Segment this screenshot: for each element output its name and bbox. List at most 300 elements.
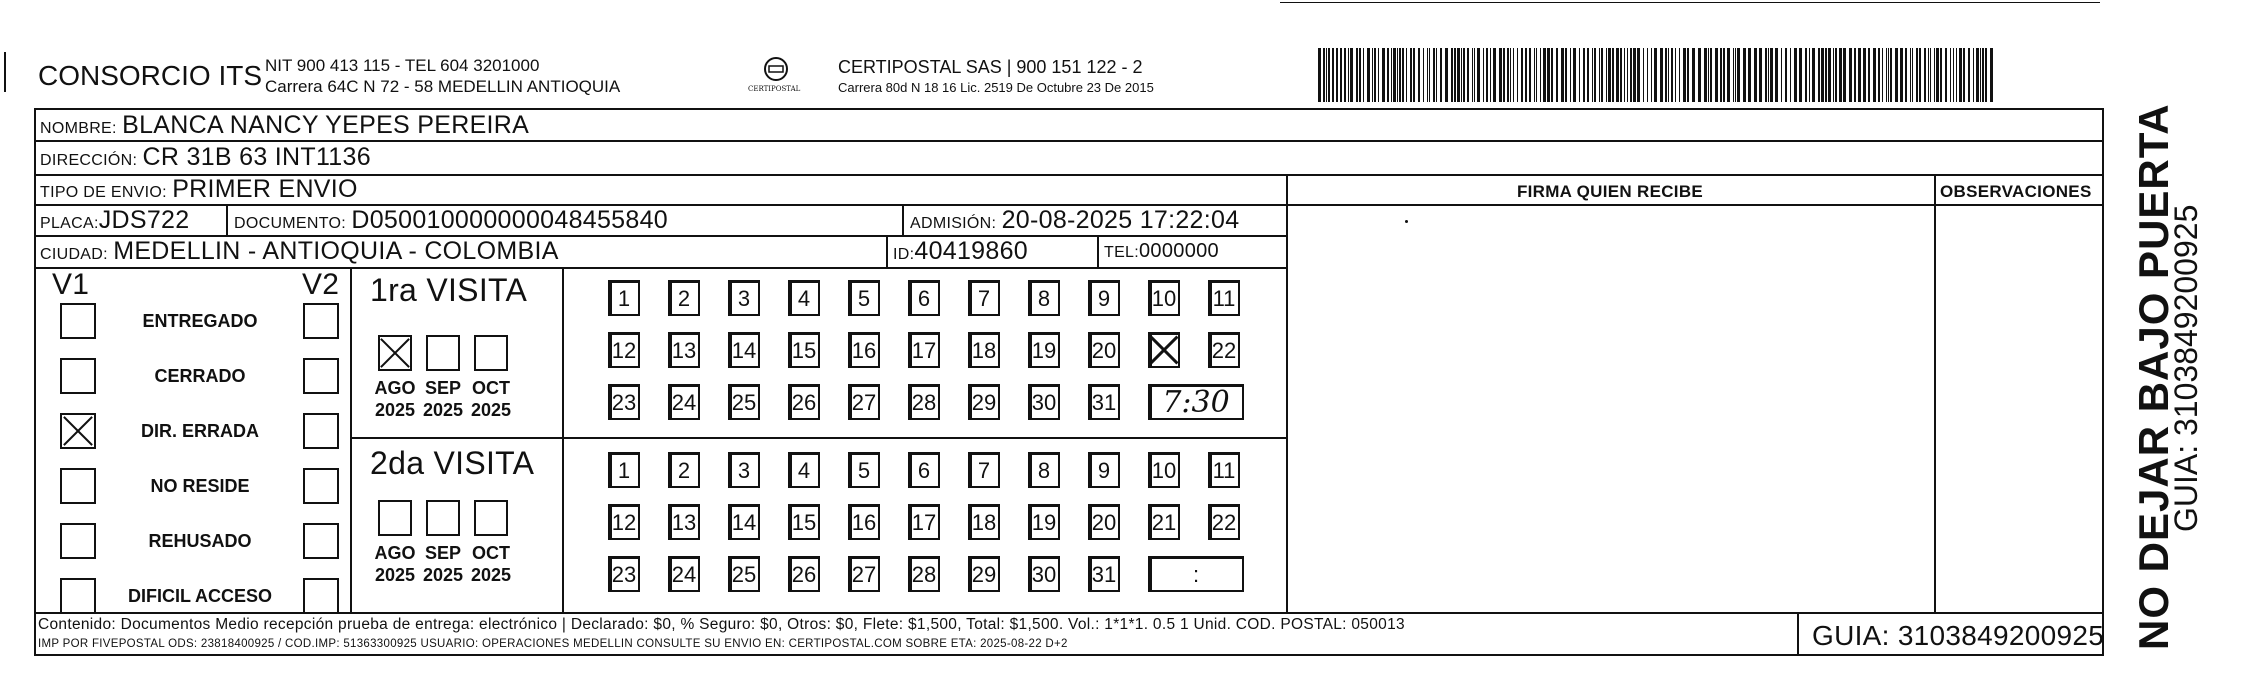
month-checkbox[interactable] — [474, 500, 508, 536]
barcode-bar — [1513, 48, 1514, 102]
barcode-bar — [1367, 48, 1370, 102]
nombre-value: BLANCA NANCY YEPES PEREIRA — [122, 111, 530, 139]
barcode-bar — [1888, 48, 1889, 102]
month-label: SEP — [424, 543, 462, 563]
barcode-bar — [1912, 48, 1913, 102]
certipostal-line2: Carrera 80d N 18 16 Lic. 2519 De Octubre 23 De 2015 — [838, 80, 1154, 95]
day-box[interactable]: 9 — [1088, 280, 1120, 316]
barcode-bar — [1372, 48, 1373, 102]
day-box[interactable]: 7 — [968, 452, 1000, 488]
month-checkbox[interactable] — [378, 335, 412, 371]
barcode-bar — [1374, 48, 1376, 102]
barcode-bar — [1521, 48, 1523, 102]
barcode-bar — [1910, 48, 1911, 102]
barcode-bar — [1759, 48, 1762, 102]
barcode-bar — [1529, 48, 1531, 102]
barcode-bar — [1507, 48, 1509, 102]
ciudad-row: CIUDAD: MEDELLIN - ANTIOQUIA - COLOMBIA — [40, 237, 559, 265]
barcode-bar — [1561, 48, 1564, 102]
status-label: REHUSADO — [148, 531, 252, 551]
day-box[interactable]: 14 — [728, 332, 760, 368]
status-label: DIFICIL ACCESO — [127, 586, 272, 606]
v2-label: V2 — [302, 268, 340, 301]
barcode-bar — [1720, 48, 1722, 102]
day-box[interactable]: 30 — [1028, 556, 1060, 592]
placa-row: PLACA:JDS722 — [40, 206, 190, 234]
day-box[interactable]: 29 — [968, 384, 1000, 420]
barcode-bar — [1873, 48, 1876, 102]
month-checkbox[interactable] — [426, 500, 460, 536]
tipo-row: TIPO DE ENVIO: PRIMER ENVIO — [40, 175, 358, 203]
day-box[interactable]: 23 — [608, 556, 640, 592]
barcode-bar — [1326, 48, 1327, 102]
barcode-bar — [1359, 48, 1361, 102]
day-box[interactable]: 16 — [848, 504, 880, 540]
time-box[interactable]: 7:30 — [1148, 384, 1244, 420]
company-line2: Carrera 64C N 72 - 58 MEDELLIN ANTIOQUIA — [265, 77, 621, 96]
day-box[interactable]: 4 — [788, 452, 820, 488]
day-box[interactable]: 28 — [908, 384, 940, 420]
day-box[interactable]: 17 — [908, 332, 940, 368]
guia-vertical: GUIA: 3103849200925 — [2168, 204, 2204, 532]
visit1-title: 1ra VISITA — [370, 272, 528, 308]
barcode-bar — [1356, 48, 1358, 102]
day-box[interactable]: 3 — [728, 280, 760, 316]
divider — [350, 437, 1286, 439]
divider — [1286, 174, 1288, 612]
barcode-bar — [1886, 48, 1887, 102]
barcode-bar — [1454, 48, 1456, 102]
day-box[interactable]: 4 — [788, 280, 820, 316]
day-box[interactable]: 31 — [1088, 556, 1120, 592]
day-box[interactable]: 2 — [668, 452, 700, 488]
barcode-bar — [1457, 48, 1460, 102]
day-box[interactable]: 27 — [848, 556, 880, 592]
barcode-bar — [1556, 48, 1558, 102]
barcode-bar — [1633, 48, 1636, 102]
barcode-bar — [1765, 48, 1767, 102]
day-box[interactable]: 15 — [788, 332, 820, 368]
v1-checkbox[interactable] — [60, 413, 96, 449]
barcode-bar — [1410, 48, 1412, 102]
barcode-bar — [1499, 48, 1502, 102]
time-box[interactable]: : — [1148, 556, 1244, 592]
barcode-bar — [1490, 48, 1491, 102]
barcode-bar — [1849, 48, 1852, 102]
barcode-bar — [1768, 48, 1769, 102]
month-checkbox[interactable] — [378, 500, 412, 536]
day-box[interactable]: 2 — [668, 280, 700, 316]
barcode-bar — [1534, 48, 1535, 102]
barcode-bar — [1973, 48, 1974, 102]
barcode-bar — [1733, 48, 1734, 102]
barcode-bar — [1427, 48, 1428, 102]
day-box[interactable]: 11 — [1208, 280, 1240, 316]
day-box[interactable]: 22 — [1208, 332, 1240, 368]
barcode-bar — [1433, 48, 1435, 102]
barcode-bar — [1839, 48, 1842, 102]
barcode-bar — [1982, 48, 1984, 102]
day-box[interactable]: 21 — [1148, 504, 1180, 540]
barcode-bar — [1517, 48, 1518, 102]
barcode-bar — [1919, 48, 1921, 102]
barcode-bar — [1436, 48, 1437, 102]
day-box[interactable]: 6 — [908, 280, 940, 316]
v2-checkbox[interactable] — [303, 413, 339, 449]
top-rule — [1280, 2, 2100, 3]
barcode-bar — [1828, 48, 1831, 102]
barcode-bar — [1809, 48, 1810, 102]
day-box[interactable]: 24 — [668, 556, 700, 592]
divider — [886, 235, 888, 267]
barcode-bar — [1378, 48, 1379, 102]
day-box[interactable]: 10 — [1148, 452, 1180, 488]
footer-guia: GUIA: 3103849200925 — [1812, 620, 2105, 651]
barcode-bar — [1959, 48, 1962, 102]
margin-mark — [4, 52, 6, 92]
year-label: 2025 — [374, 400, 416, 420]
tel-row: TEL:0000000 — [1104, 240, 1219, 262]
barcode-bar — [1770, 48, 1773, 102]
month-label: OCT — [472, 543, 510, 563]
barcode-bar — [1627, 48, 1628, 102]
day-box[interactable]: 28 — [908, 556, 940, 592]
barcode-bar — [1754, 48, 1757, 102]
barcode-bar — [1675, 48, 1676, 102]
barcode-bar — [1551, 48, 1553, 102]
barcode-bar — [1953, 48, 1954, 102]
barcode-bar — [1543, 48, 1546, 102]
barcode-bar — [1821, 48, 1824, 102]
ciudad-value: MEDELLIN - ANTIOQUIA - COLOMBIA — [113, 237, 559, 265]
barcode-bar — [1835, 48, 1837, 102]
barcode-bar — [1895, 48, 1898, 102]
barcode-bar — [1679, 48, 1680, 102]
barcode-bar — [1503, 48, 1505, 102]
barcode-bar — [1980, 48, 1981, 102]
status-label: NO RESIDE — [150, 476, 250, 496]
barcode-bar — [1863, 48, 1866, 102]
day-box[interactable]: 22 — [1208, 504, 1240, 540]
barcode-bar — [1493, 48, 1496, 102]
barcode-bar — [1486, 48, 1488, 102]
barcode-bar — [1905, 48, 1907, 102]
barcode-bar — [1930, 48, 1931, 102]
direccion-row: DIRECCIÓN: CR 31B 63 INT1136 — [40, 143, 371, 171]
barcode-bar — [1406, 48, 1407, 102]
barcode-bar — [1868, 48, 1870, 102]
day-box[interactable]: 26 — [788, 384, 820, 420]
month-label: AGO — [374, 543, 416, 563]
month-label: OCT — [472, 378, 510, 398]
barcode-bar — [1924, 48, 1926, 102]
v1-checkbox[interactable] — [60, 523, 96, 559]
day-box[interactable]: 13 — [668, 332, 700, 368]
divider — [562, 267, 564, 612]
day-box[interactable]: 6 — [908, 452, 940, 488]
day-box[interactable]: 7 — [968, 280, 1000, 316]
barcode-bar — [1936, 48, 1939, 102]
barcode-bar — [1616, 48, 1619, 102]
day-box[interactable]: 18 — [968, 504, 1000, 540]
day-box[interactable]: 1 — [608, 452, 640, 488]
barcode-bar — [1363, 48, 1364, 102]
company-line1: NIT 900 413 115 - TEL 604 3201000 — [265, 56, 540, 75]
v1-checkbox[interactable] — [60, 303, 96, 339]
barcode-bar — [1665, 48, 1667, 102]
signature-dot — [1405, 220, 1408, 223]
status-label: CERRADO — [154, 366, 246, 386]
day-box[interactable]: 9 — [1088, 452, 1120, 488]
barcode-bar — [1671, 48, 1673, 102]
month-checkbox[interactable] — [426, 335, 460, 371]
year-label: 2025 — [422, 400, 464, 420]
day-box[interactable]: 19 — [1028, 332, 1060, 368]
barcode-bar — [1579, 48, 1580, 102]
barcode-bar — [1940, 48, 1942, 102]
admision-row: ADMISIÓN: 20-08-2025 17:22:04 — [910, 206, 1240, 234]
barcode-bar — [1387, 48, 1389, 102]
nombre-row: NOMBRE: BLANCA NANCY YEPES PEREIRA — [40, 111, 530, 139]
year-label: 2025 — [422, 565, 464, 585]
barcode-bar — [1445, 48, 1448, 102]
barcode-bar — [1332, 48, 1334, 102]
v2-checkbox[interactable] — [303, 303, 339, 339]
divider — [34, 267, 1286, 269]
barcode-bar — [1391, 48, 1392, 102]
barcode-bar — [1612, 48, 1614, 102]
divider — [1286, 204, 2104, 206]
barcode-bar — [1805, 48, 1807, 102]
day-box[interactable]: 30 — [1028, 384, 1060, 420]
barcode-bar — [1540, 48, 1541, 102]
day-box[interactable]: 15 — [788, 504, 820, 540]
barcode-bar — [1687, 48, 1689, 102]
day-box[interactable]: 31 — [1088, 384, 1120, 420]
day-box[interactable]: 29 — [968, 556, 1000, 592]
day-box[interactable] — [1148, 332, 1180, 368]
barcode-bar — [1775, 48, 1778, 102]
day-box[interactable]: 18 — [968, 332, 1000, 368]
tipo-value: PRIMER ENVIO — [172, 175, 358, 203]
status-label: DIR. ERRADA — [140, 421, 259, 441]
barcode-bar — [1818, 48, 1820, 102]
day-box[interactable]: 20 — [1088, 504, 1120, 540]
barcode-bar — [1735, 48, 1736, 102]
barcode-bar — [1573, 48, 1576, 102]
visit2-title: 2da VISITA — [370, 445, 535, 481]
barcode-bar — [1340, 48, 1342, 102]
day-box[interactable]: 14 — [728, 504, 760, 540]
barcode-bar — [1956, 48, 1957, 102]
barcode-bar — [1976, 48, 1979, 102]
barcode-bar — [1934, 48, 1935, 102]
barcode-bar — [1382, 48, 1385, 102]
barcode-bar — [1945, 48, 1947, 102]
barcode-bar — [1825, 48, 1827, 102]
barcode-bar — [1668, 48, 1669, 102]
barcode-bar — [1583, 48, 1585, 102]
barcode-bar — [1833, 48, 1834, 102]
barcode-bar — [1878, 48, 1880, 102]
day-box[interactable]: 8 — [1028, 280, 1060, 316]
day-box[interactable]: 25 — [728, 384, 760, 420]
day-box[interactable]: 8 — [1028, 452, 1060, 488]
barcode-bar — [1812, 48, 1815, 102]
barcode-bar — [1440, 48, 1442, 102]
barcode-bar — [1654, 48, 1657, 102]
barcode-bar — [1704, 48, 1707, 102]
v1-checkbox[interactable] — [60, 358, 96, 394]
barcode-bar — [1350, 48, 1353, 102]
day-box[interactable]: 27 — [848, 384, 880, 420]
barcode-bar — [1397, 48, 1398, 102]
barcode-bar — [1587, 48, 1589, 102]
day-box[interactable]: 3 — [728, 452, 760, 488]
v2-checkbox[interactable] — [303, 358, 339, 394]
barcode-bar — [1916, 48, 1918, 102]
barcode-bar — [1843, 48, 1846, 102]
barcode-bar — [1429, 48, 1430, 102]
barcode — [1318, 48, 1998, 102]
barcode-bar — [1727, 48, 1730, 102]
barcode-bar — [1630, 48, 1632, 102]
barcode-bar — [1463, 48, 1465, 102]
barcode-bar — [1620, 48, 1622, 102]
status-label: ENTREGADO — [142, 311, 258, 331]
id-row: ID:40419860 — [893, 237, 1028, 265]
barcode-bar — [1525, 48, 1527, 102]
barcode-bar — [1928, 48, 1929, 102]
barcode-bar — [1698, 48, 1701, 102]
day-box[interactable]: 11 — [1208, 452, 1240, 488]
admision-value: 20-08-2025 17:22:04 — [1001, 206, 1240, 234]
v2-checkbox[interactable] — [303, 523, 339, 559]
barcode-bar — [1748, 48, 1751, 102]
barcode-bar — [1594, 48, 1596, 102]
direccion-value: CR 31B 63 INT1136 — [142, 143, 371, 171]
footer-imp: IMP POR FIVEPOSTAL ODS: 23818400925 / COD.IMP: 51363300925 USUARIO: OPERACIONES MEDELLIN CONSULTE SU ENVIO EN: CERTIPOSTAL.COM SOBRE ETA: 2025-08-22 D+2 — [38, 638, 1068, 650]
no-dejar-text: NO DEJAR BAJO PUERTA — [2130, 103, 2177, 650]
day-box[interactable]: 13 — [668, 504, 700, 540]
barcode-bar — [1637, 48, 1640, 102]
month-label: SEP — [424, 378, 462, 398]
v1-label: V1 — [52, 268, 90, 301]
barcode-bar — [1510, 48, 1511, 102]
day-box[interactable]: 23 — [608, 384, 640, 420]
divider — [1097, 235, 1099, 267]
divider — [902, 204, 904, 235]
barcode-bar — [1692, 48, 1695, 102]
barcode-bar — [1624, 48, 1625, 102]
barcode-bar — [1710, 48, 1712, 102]
divider — [1934, 174, 1936, 612]
day-box[interactable]: 5 — [848, 452, 880, 488]
barcode-bar — [1483, 48, 1484, 102]
day-box[interactable]: 17 — [908, 504, 940, 540]
logo-text: CERTIPOSTAL — [748, 85, 801, 93]
firma-label: FIRMA QUIEN RECIBE — [1516, 182, 1704, 201]
documento-value: D050010000000048455840 — [351, 206, 668, 234]
barcode-bar — [1660, 48, 1663, 102]
day-box[interactable]: 25 — [728, 556, 760, 592]
day-box[interactable]: 20 — [1088, 332, 1120, 368]
v2-checkbox[interactable] — [303, 578, 339, 614]
day-box[interactable]: 5 — [848, 280, 880, 316]
day-box[interactable]: 19 — [1028, 504, 1060, 540]
barcode-bar — [1451, 48, 1453, 102]
barcode-bar — [1723, 48, 1725, 102]
barcode-bar — [1423, 48, 1424, 102]
barcode-bar — [1968, 48, 1970, 102]
barcode-bar — [1900, 48, 1903, 102]
barcode-bar — [1536, 48, 1537, 102]
company-name: CONSORCIO ITS — [38, 60, 263, 91]
barcode-bar — [1348, 48, 1349, 102]
barcode-bar — [1794, 48, 1797, 102]
v2-checkbox[interactable] — [303, 468, 339, 504]
id-value: 40419860 — [914, 237, 1028, 265]
day-box[interactable]: 10 — [1148, 280, 1180, 316]
barcode-bar — [1393, 48, 1396, 102]
barcode-bar — [1882, 48, 1883, 102]
barcode-bar — [1570, 48, 1571, 102]
barcode-bar — [1790, 48, 1791, 102]
year-label: 2025 — [470, 565, 512, 585]
month-checkbox[interactable] — [474, 335, 508, 371]
v1-checkbox[interactable] — [60, 468, 96, 504]
barcode-bar — [1651, 48, 1652, 102]
month-label: AGO — [374, 378, 416, 398]
day-box[interactable]: 1 — [608, 280, 640, 316]
barcode-bar — [1601, 48, 1603, 102]
divider — [350, 267, 352, 612]
barcode-bar — [1715, 48, 1718, 102]
barcode-bar — [1963, 48, 1965, 102]
barcode-bar — [1785, 48, 1787, 102]
barcode-bar — [1890, 48, 1892, 102]
divider — [1797, 612, 1799, 656]
barcode-bar — [1606, 48, 1607, 102]
barcode-bar — [1318, 48, 1321, 102]
day-box[interactable]: 26 — [788, 556, 820, 592]
day-box[interactable]: 12 — [608, 504, 640, 540]
tel-value: 0000000 — [1139, 240, 1219, 262]
divider — [226, 204, 228, 235]
year-label: 2025 — [374, 565, 416, 585]
barcode-bar — [1799, 48, 1802, 102]
barcode-bar — [1854, 48, 1856, 102]
barcode-bar — [1990, 48, 1993, 102]
v1-checkbox[interactable] — [60, 578, 96, 614]
year-label: 2025 — [470, 400, 512, 420]
barcode-bar — [1985, 48, 1987, 102]
footer-contenido: Contenido: Documentos Medio recepción prueba de entrega: electrónico | Declarado: $0, % Seguro: $0, Otros: $0, Flete: $1,500, Total: $1,500. Vol.: 1*1*1. 0.5 1 Unid. COD. POSTAL: 050013 — [38, 616, 1405, 633]
barcode-bar — [1608, 48, 1611, 102]
divider — [34, 140, 2104, 142]
barcode-bar — [1781, 48, 1782, 102]
barcode-bar — [1474, 48, 1475, 102]
barcode-bar — [1402, 48, 1404, 102]
barcode-bar — [1336, 48, 1338, 102]
barcode-bar — [1472, 48, 1473, 102]
placa-value: JDS722 — [98, 206, 190, 234]
barcode-bar — [1477, 48, 1480, 102]
day-box[interactable]: 16 — [848, 332, 880, 368]
day-box[interactable]: 24 — [668, 384, 700, 420]
barcode-bar — [1643, 48, 1644, 102]
day-box[interactable]: 12 — [608, 332, 640, 368]
